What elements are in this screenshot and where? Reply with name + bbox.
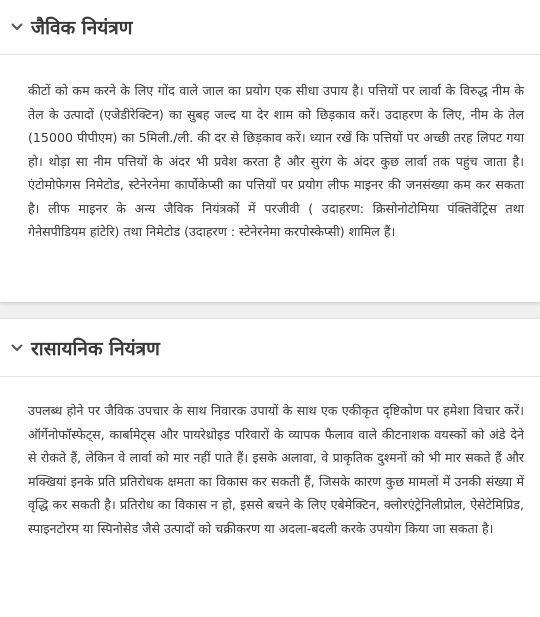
chemical-control-section bbox=[0, 319, 540, 617]
section-title: जैविक नियंत्रण bbox=[31, 17, 133, 39]
section-body bbox=[0, 55, 540, 244]
biological-control-header[interactable] bbox=[0, 0, 540, 55]
biological-control-section bbox=[0, 0, 540, 302]
section-paragraph: उपलब्ध होने पर जैविक उपचार के साथ निवारक उपायों के साथ एक एकीकृत दृष्टिकोण पर हमेशा विचार करें। ऑर्गेनोफॉस्फेट्स, कार्बामेट्स और पायरेथ्रोइड परिवारों के व्यापक फैलाव वाले कीटनाशक वयस्कों को अंडे देने से रोकते हैं, लेकिन वे लार्वा को मार नहीं पाते हैं। इसके अलावा, वे प्राकृतिक दुश्मनों को भी मार सकते हैं और मक्खियां इनके प्रति प्रतिरोधक क्षमता का विकास कर सकती हैं, जिसके कारण कुछ मामलों में उनकी संख्या में वृद्धि कर सकती है। प्रतिरोध का विकास न हो, इससे बचने के लिए एबेमेक्टिन, क्लोरएंट्रेनिलीप्रोल, ऐसेटेमिप्रिड, स्पाइनटोरम या स्पिनोसेड जैसे उत्पादों को चक्रीकरण या अदला-बदली करके उपयोग किया जा सकता है। bbox=[28, 403, 524, 536]
section-body bbox=[0, 377, 540, 540]
chemical-control-header[interactable] bbox=[0, 319, 540, 377]
section-title: रासायनिक नियंत्रण bbox=[31, 337, 160, 360]
chevron-down-icon[interactable] bbox=[10, 341, 24, 355]
chevron-down-icon[interactable] bbox=[10, 20, 24, 34]
section-paragraph: कीटों को कम करने के लिए गोंद वाले जाल का प्रयोग एक सीधा उपाय है। पत्तियों पर लार्वा के विरुद्ध नीम के तेल के उत्पादों (एजेडीरेक्टिन) का सुबह जल्द या देर शाम को छिड़काव करें। उदाहरण के लिए, नीम के तेल (15000 पीपीएम) का 5मिली./ली. की दर से छिड़काव करें। ध्यान रखें कि पत्तियों पर अच्छी तरह लिपट गया हो। थोड़ा सा नीम पत्तियों के अंदर भी प्रवेश करता है और सुरंग के अंदर कुछ लार्वा तक पहुंच जाता है। एंटोमोफेगस निमेटोड, स्टेनेरनेमा कार्पोकेप्सी का पत्तियों पर प्रयोग लीफ माइनर की जनसंख्या कम कर सकता है। लीफ माइनर के अन्य जैविक नियंत्रकों में परजीवी ( उदाहरण: क्रिसोनोटोमिया पंक्तिवेंट्रिस तथा गेनेसपीडियम हांटेरि) तथा निमेटोड (उदाहरण : स्टेनेरनेमा करपोस्केप्सी) शामिल हैं। bbox=[28, 83, 524, 239]
